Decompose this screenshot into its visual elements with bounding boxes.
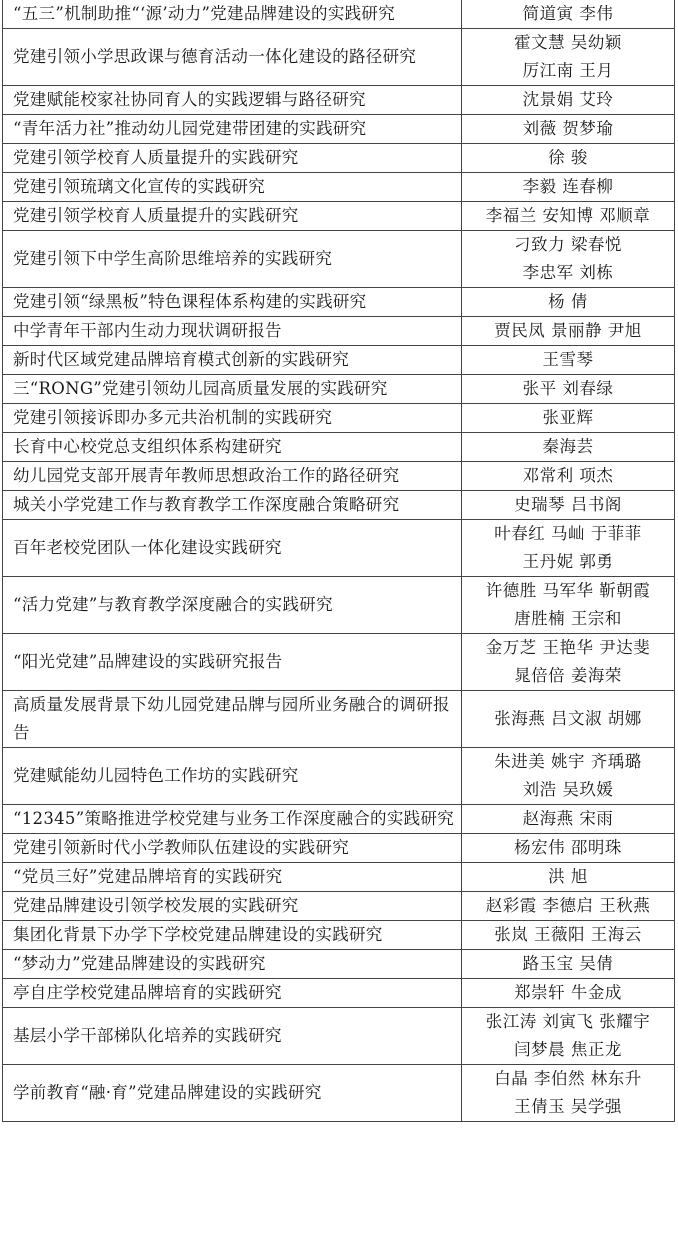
authors-cell — [462, 634, 675, 691]
author-line: 简道寅 李伟 — [522, 4, 614, 23]
author-line: 洪 旭 — [548, 867, 588, 886]
authors-cell — [462, 433, 675, 462]
table-row — [3, 231, 675, 288]
research-title-cell: 党建引领学校育人质量提升的实践研究 — [3, 202, 462, 231]
table-body — [3, 0, 675, 1122]
author-line: 许德胜 马军华 靳朝霞 — [485, 581, 651, 600]
author-line: 朱进美 姚宇 齐瑀璐 — [494, 752, 642, 771]
author-line: 唐胜楠 王宗和 — [514, 609, 622, 628]
table-row — [3, 173, 675, 202]
authors-cell — [462, 691, 675, 748]
research-title-cell: “梦动力”党建品牌建设的实践研究 — [3, 950, 462, 979]
author-line: 张平 刘春绿 — [522, 379, 614, 398]
author-line: 金万芝 王艳华 尹达斐 — [485, 638, 651, 657]
table-row — [3, 433, 675, 462]
authors-cell — [462, 317, 675, 346]
author-line: 赵彩霞 李德启 王秋燕 — [485, 896, 651, 915]
authors-cell — [462, 173, 675, 202]
author-line: 杨 倩 — [548, 292, 588, 311]
author-line: 史瑞琴 吕书阁 — [514, 495, 622, 514]
author-line: 贾民凤 景丽静 尹旭 — [494, 321, 642, 340]
authors-cell — [462, 144, 675, 173]
table-row — [3, 0, 675, 29]
research-title-cell: “阳光党建”品牌建设的实践研究报告 — [3, 634, 462, 691]
author-line: 叶春红 马屾 于菲菲 — [494, 524, 642, 543]
author-line: 郑崇轩 牛金成 — [514, 983, 622, 1002]
author-line: 王丹妮 郭勇 — [522, 552, 614, 571]
research-title-cell: 百年老校党团队一体化建设实践研究 — [3, 520, 462, 577]
authors-cell — [462, 462, 675, 491]
research-title-cell: “五三”机制助推“‘源’动力”党建品牌建设的实践研究 — [3, 0, 462, 29]
authors-cell — [462, 950, 675, 979]
research-title-cell: 党建引领下中学生高阶思维培养的实践研究 — [3, 231, 462, 288]
table-row — [3, 346, 675, 375]
authors-cell — [462, 805, 675, 834]
research-title-cell: 城关小学党建工作与教育教学工作深度融合策略研究 — [3, 491, 462, 520]
research-title-cell: 党建引领“绿黑板”特色课程体系构建的实践研究 — [3, 288, 462, 317]
author-line: 李忠军 刘栋 — [522, 263, 614, 282]
authors-cell — [462, 346, 675, 375]
table-row — [3, 921, 675, 950]
research-title-cell: 新时代区域党建品牌培育模式创新的实践研究 — [3, 346, 462, 375]
author-line: 王雪琴 — [542, 350, 594, 369]
author-line: 刘浩 吴玖媛 — [522, 780, 614, 799]
research-title-cell: 亭自庄学校党建品牌培育的实践研究 — [3, 979, 462, 1008]
authors-cell — [462, 863, 675, 892]
author-line: 李毅 连春柳 — [522, 177, 614, 196]
authors-cell — [462, 404, 675, 433]
research-title-cell: “活力党建”与教育教学深度融合的实践研究 — [3, 577, 462, 634]
author-line: 秦海芸 — [542, 437, 594, 456]
research-title-cell: 集团化背景下办学下学校党建品牌建设的实践研究 — [3, 921, 462, 950]
authors-cell — [462, 0, 675, 29]
author-line: 张岚 王薇阳 王海云 — [494, 925, 642, 944]
table-row — [3, 634, 675, 691]
author-line: 厉江南 王月 — [522, 61, 614, 80]
authors-cell — [462, 115, 675, 144]
research-title-cell: 党建品牌建设引领学校发展的实践研究 — [3, 892, 462, 921]
research-title-cell: 长育中心校党总支组织体系构建研究 — [3, 433, 462, 462]
author-line: 张海燕 吕文淑 胡娜 — [494, 709, 642, 728]
author-line: 白晶 李伯然 林东升 — [494, 1069, 642, 1088]
authors-cell — [462, 375, 675, 404]
research-title-cell: 党建引领小学思政课与德育活动一体化建设的路径研究 — [3, 29, 462, 86]
table-row — [3, 115, 675, 144]
table-row — [3, 29, 675, 86]
table-row — [3, 404, 675, 433]
table-row — [3, 520, 675, 577]
research-title-cell: “党员三好”党建品牌培育的实践研究 — [3, 863, 462, 892]
research-title-cell: 党建引领新时代小学教师队伍建设的实践研究 — [3, 834, 462, 863]
table-row — [3, 979, 675, 1008]
table-row — [3, 863, 675, 892]
table-row — [3, 317, 675, 346]
research-title-cell: 中学青年干部内生动力现状调研报告 — [3, 317, 462, 346]
research-title-cell: 党建引领学校育人质量提升的实践研究 — [3, 144, 462, 173]
author-line: 李福兰 安知博 邓顺章 — [485, 206, 651, 225]
research-title-cell: 党建引领琉璃文化宣传的实践研究 — [3, 173, 462, 202]
authors-cell — [462, 520, 675, 577]
table-row — [3, 691, 675, 748]
authors-cell — [462, 29, 675, 86]
research-title-cell: 高质量发展背景下幼儿园党建品牌与园所业务融合的调研报告 — [3, 691, 462, 748]
research-title-cell: 基层小学干部梯队化培养的实践研究 — [3, 1008, 462, 1065]
table-row — [3, 805, 675, 834]
authors-cell — [462, 979, 675, 1008]
research-title-cell: 党建赋能幼儿园特色工作坊的实践研究 — [3, 748, 462, 805]
author-line: 霍文慧 吴幼颖 — [514, 33, 622, 52]
authors-cell — [462, 1065, 675, 1122]
author-line: 张江涛 刘寅飞 张耀宇 — [485, 1012, 651, 1031]
research-title-cell: “青年活力社”推动幼儿园党建带团建的实践研究 — [3, 115, 462, 144]
author-line: 刁致力 梁春悦 — [514, 235, 622, 254]
table-row — [3, 202, 675, 231]
author-line: 杨宏伟 邵明珠 — [514, 838, 622, 857]
table-row — [3, 462, 675, 491]
authors-cell — [462, 1008, 675, 1065]
table-row — [3, 834, 675, 863]
research-title-cell: 幼儿园党支部开展青年教师思想政治工作的路径研究 — [3, 462, 462, 491]
table-row — [3, 288, 675, 317]
research-topics-table — [2, 0, 675, 1122]
research-title-cell: “12345”策略推进学校党建与业务工作深度融合的实践研究 — [3, 805, 462, 834]
table-row — [3, 144, 675, 173]
table-row — [3, 577, 675, 634]
authors-cell — [462, 86, 675, 115]
research-title-cell: 党建赋能校家社协同育人的实践逻辑与路径研究 — [3, 86, 462, 115]
authors-cell — [462, 288, 675, 317]
authors-cell — [462, 202, 675, 231]
authors-cell — [462, 491, 675, 520]
research-title-cell: 党建引领接诉即办多元共治机制的实践研究 — [3, 404, 462, 433]
author-line: 邓常利 项杰 — [522, 466, 614, 485]
author-line: 张亚辉 — [542, 408, 594, 427]
author-line: 晁倍倍 姜海荣 — [514, 666, 622, 685]
table-row — [3, 491, 675, 520]
table-row — [3, 950, 675, 979]
authors-cell — [462, 834, 675, 863]
table-row — [3, 748, 675, 805]
table-row — [3, 86, 675, 115]
authors-cell — [462, 921, 675, 950]
table-row — [3, 1065, 675, 1122]
author-line: 赵海燕 宋雨 — [522, 809, 614, 828]
author-line: 徐 骏 — [548, 148, 588, 167]
authors-cell — [462, 231, 675, 288]
authors-cell — [462, 577, 675, 634]
author-line: 王倩玉 吴学强 — [514, 1097, 622, 1116]
author-line: 路玉宝 吴倩 — [522, 954, 614, 973]
table-row — [3, 375, 675, 404]
author-line: 闫梦晨 焦正龙 — [514, 1040, 622, 1059]
table-row — [3, 1008, 675, 1065]
research-title-cell: 学前教育“融·育”党建品牌建设的实践研究 — [3, 1065, 462, 1122]
author-line: 刘薇 贺梦瑜 — [522, 119, 614, 138]
author-line: 沈景娟 艾玲 — [522, 90, 614, 109]
table-row — [3, 892, 675, 921]
authors-cell — [462, 892, 675, 921]
research-title-cell: 三“RONG”党建引领幼儿园高质量发展的实践研究 — [3, 375, 462, 404]
authors-cell — [462, 748, 675, 805]
